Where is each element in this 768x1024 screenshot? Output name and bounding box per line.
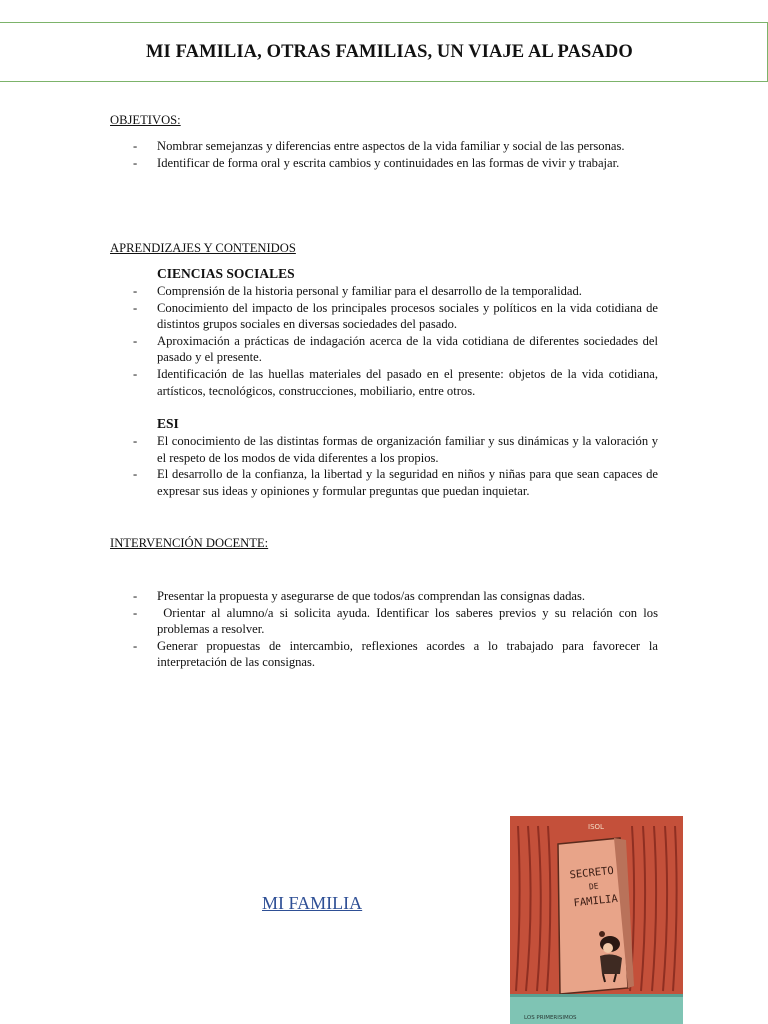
book-author-text: ISOL [588,823,604,831]
book-title-line3: FAMILIA [573,892,619,910]
aprendizajes-heading: APRENDIZAJES Y CONTENIDOS [110,241,296,255]
list-item: - Nombrar semejanzas y diferencias entre aspectos de la vida familiar y social de las personas. [133,139,625,153]
mi-familia-link[interactable]: MI FAMILIA [262,893,363,913]
bullet-dash: - [133,333,138,348]
book-publisher-text: LOS PRIMERISIMOS [524,1015,577,1021]
list-item: - El desarrollo de la confianza, la libertad y la seguridad en niños y niñas para que sean capaces de expresar sus ideas y opiniones y formular preguntas que puedan inquietar. [133,467,658,498]
book-cover-illustration [510,816,683,1024]
page-title: MI FAMILIA, OTRAS FAMILIAS, UN VIAJE AL PASADO [146,42,633,62]
book-title-line2: DE [588,881,600,892]
ciencias-sociales-heading: CIENCIAS SOCIALES [157,266,295,281]
ciencias-sociales-list [130,283,658,399]
intervencion-list [130,588,662,671]
bullet-dash: - [133,155,138,170]
bullet-dash: - [133,638,138,653]
bullet-dash: - [133,434,138,448]
book-cover-image [510,816,683,1024]
list-item: - El conocimiento de las distintas formas de organización familiar y sus dinámicas y la valoración y el respeto de los modos de vida diferentes a los propios. [133,434,658,465]
book-title-line1: SECRETO [569,864,615,882]
list-item: - Comprensión de la historia personal y familiar para el desarrollo de la temporalidad. [133,284,582,298]
list-item: - Presentar la propuesta y asegurarse de que todos/as comprendan las consignas dadas. [133,589,586,603]
bullet-dash: - [133,284,138,298]
list-item: - Conocimiento del impacto de los principales procesos sociales y políticos en la vida cotidiana de distintos grupos sociales en diversas sociedades del pasado. [133,300,658,332]
bullet-dash: - [133,467,138,482]
list-item: - Identificar de forma oral y escrita cambios y continuidades en las formas de vivir y trabajar. [133,155,620,170]
bullet-dash: - [133,589,138,603]
list-item: - Generar propuestas de intercambio, reflexiones acordes a lo trabajado para favorecer la interpretación de las consignas. [133,638,658,670]
list-item: - Aproximación a prácticas de indagación acerca de la vida cotidiana de diferentes sociedades del pasado y el presente. [133,333,658,365]
esi-list [130,433,658,499]
objetivos-heading: OBJETIVOS: [110,113,181,127]
bullet-dash: - [133,300,138,315]
bullet-dash: - [133,605,138,620]
intervencion-heading: INTERVENCIÓN DOCENTE: [110,536,269,550]
list-item: - Orientar al alumno/a si solicita ayuda. Identificar los saberes previos y su relación con los problemas a resolver. [133,605,662,637]
bullet-dash: - [133,366,138,381]
bullet-dash: - [133,139,138,153]
title-box [0,22,768,82]
objetivos-list [130,138,658,171]
esi-heading: ESI [157,416,179,431]
list-item: - Identificación de las huellas materiales del pasado en el presente: objetos de la vida cotidiana, artísticos, tecnológicos, construcciones, mobiliario, entre otros. [133,366,658,398]
